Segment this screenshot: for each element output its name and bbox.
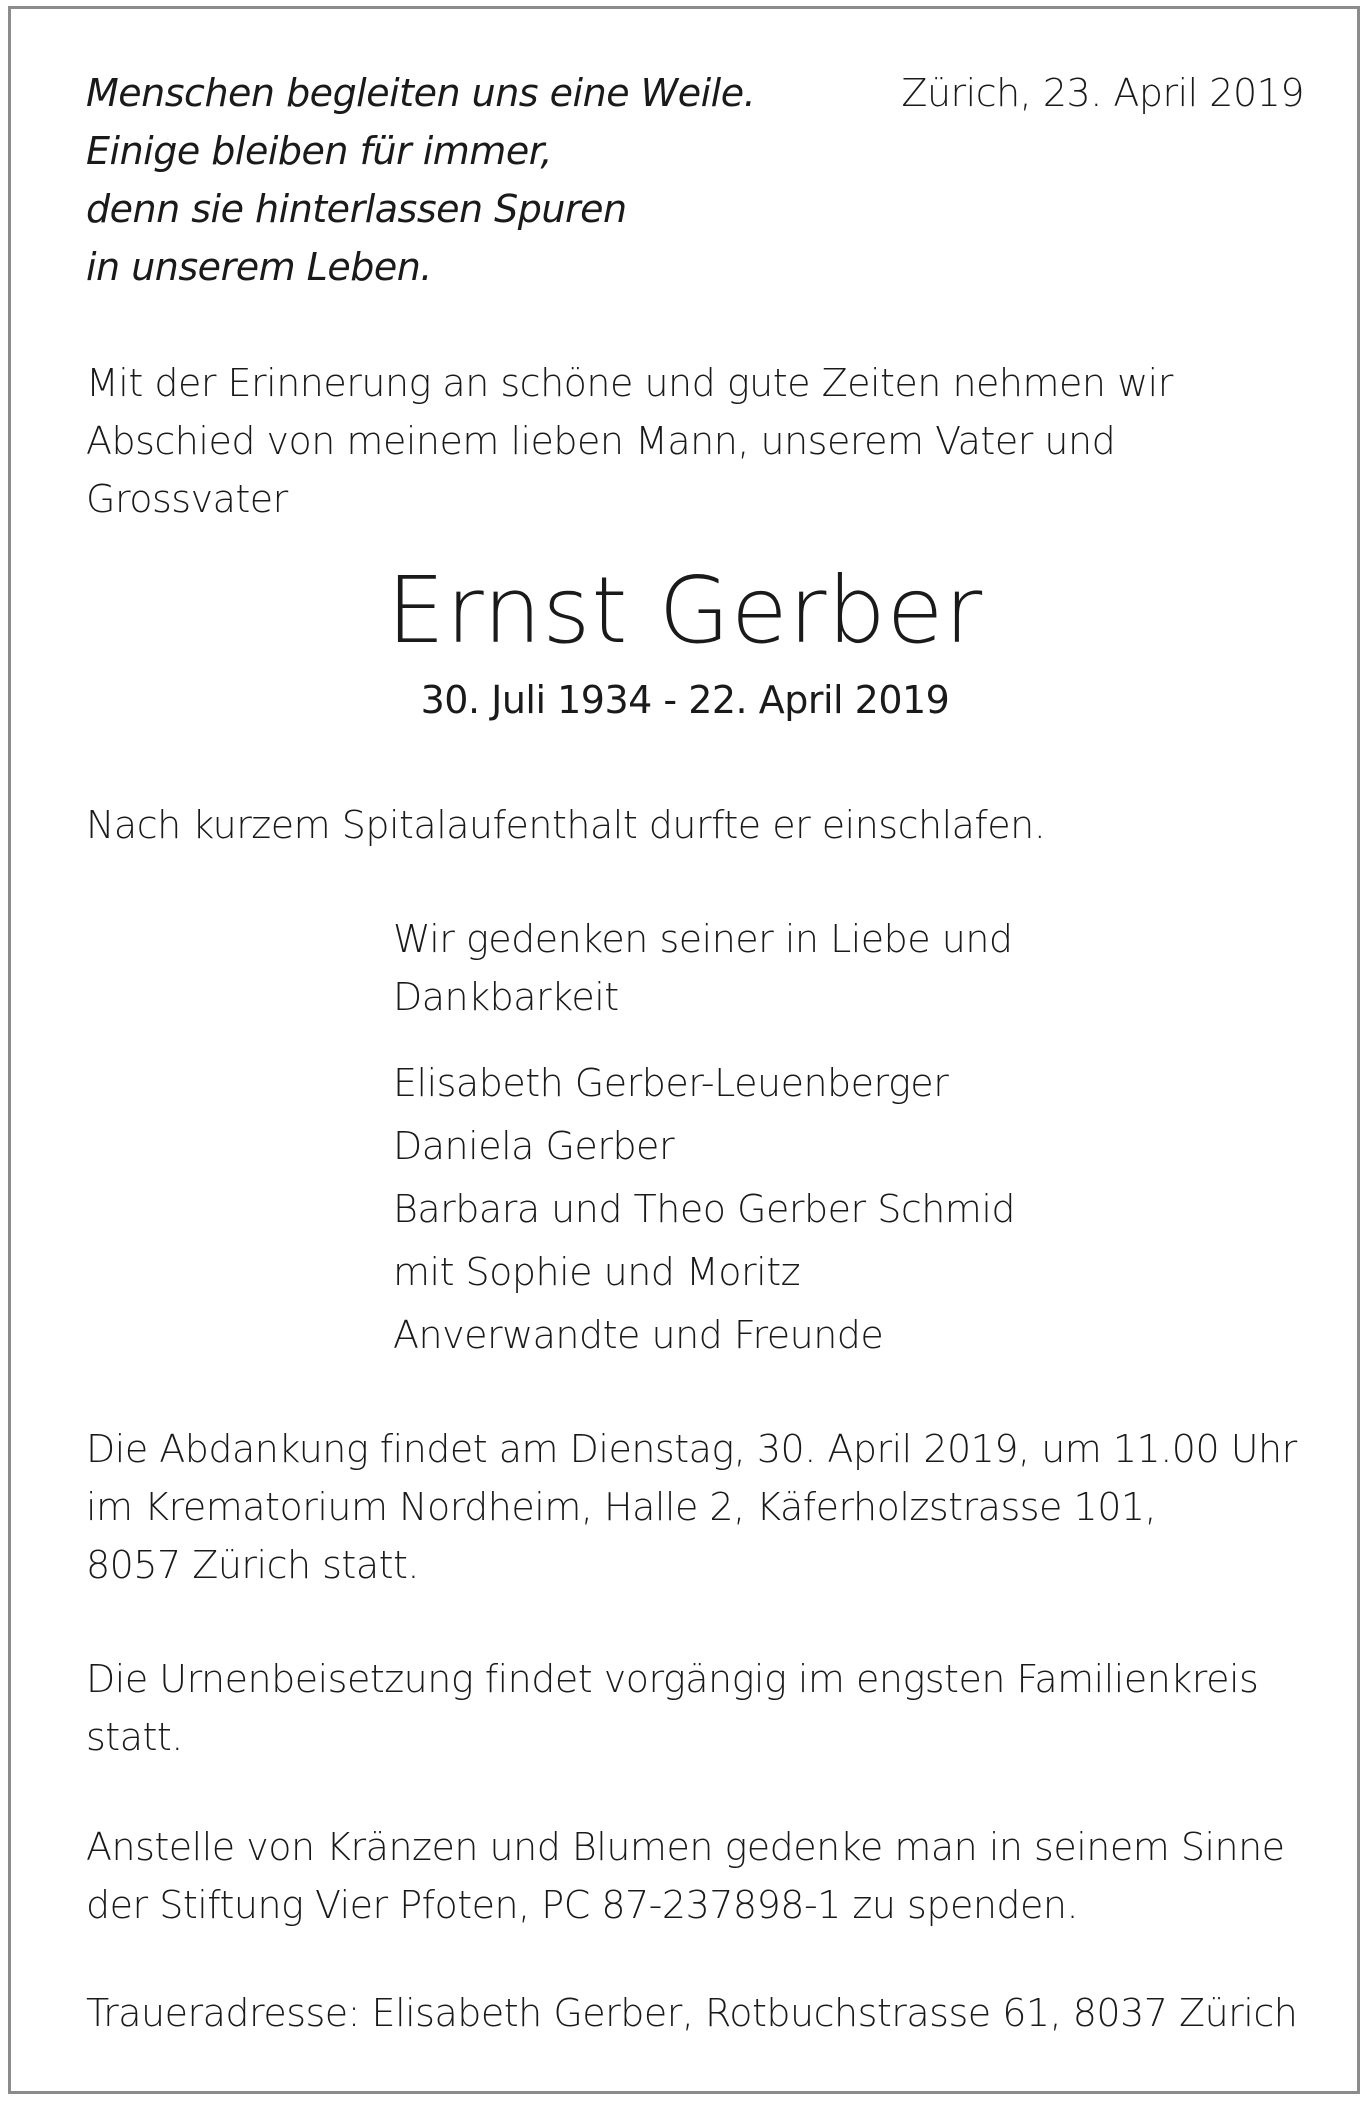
service-line: Die Abdankung findet am Dienstag, 30. April 2019, um 11.00 Uhr — [86, 1427, 1297, 1471]
motto-line: denn sie hinterlassen Spuren — [86, 187, 627, 231]
mourners-list — [393, 1052, 1015, 1367]
deceased-name: Ernst Gerber — [386, 557, 984, 664]
motto-line: in unserem Leben. — [86, 245, 432, 289]
urn-line: Die Urnenbeisetzung findet vorgängig im engsten Familienkreis — [86, 1657, 1259, 1701]
place-and-date: Zürich, 23. April 2019 — [901, 71, 1304, 115]
mourner-name: Anverwandte und Freunde — [393, 1313, 884, 1357]
donation-line: Anstelle von Kränzen und Blumen gedenke man in seinem Sinne — [86, 1825, 1285, 1869]
motto-poem — [86, 64, 755, 296]
mourner-name: Elisabeth Gerber-Leuenberger — [393, 1061, 949, 1105]
donation-notice — [86, 1818, 1285, 1934]
urn-line: statt. — [86, 1715, 183, 1759]
remembrance-text — [393, 910, 1013, 1026]
service-line: im Krematorium Nordheim, Halle 2, Käferholzstrasse 101, — [86, 1485, 1157, 1529]
intro-line: Abschied von meinem lieben Mann, unserem Vater und — [86, 419, 1116, 463]
remembrance-line: Wir gedenken seiner in Liebe und — [393, 917, 1013, 961]
motto-line: Menschen begleiten uns eine Weile. — [86, 71, 756, 115]
death-note: Nach kurzem Spitalaufenthalt durfte er einschlafen. — [86, 803, 1046, 847]
mourner-name: mit Sophie und Moritz — [393, 1250, 801, 1294]
motto-line: Einige bleiben für immer, — [86, 129, 552, 173]
mourning-address: Traueradresse: Elisabeth Gerber, Rotbuchstrasse 61, 8037 Zürich — [86, 1991, 1298, 2035]
service-line: 8057 Zürich statt. — [86, 1543, 419, 1587]
intro-line: Grossvater — [86, 477, 288, 521]
remembrance-line: Dankbarkeit — [393, 975, 619, 1019]
mourner-name: Daniela Gerber — [393, 1124, 675, 1168]
urn-burial-notice — [86, 1650, 1258, 1766]
deceased-lifespan: 30. Juli 1934 - 22. April 2019 — [420, 678, 950, 722]
funeral-service-notice — [86, 1420, 1297, 1594]
intro-paragraph — [86, 354, 1173, 528]
mourner-name: Barbara und Theo Gerber Schmid — [393, 1187, 1016, 1231]
obituary-frame — [8, 6, 1360, 2094]
intro-line: Mit der Erinnerung an schöne und gute Zeiten nehmen wir — [86, 361, 1173, 405]
donation-line: der Stiftung Vier Pfoten, PC 87-237898-1 zu spenden. — [86, 1883, 1079, 1927]
